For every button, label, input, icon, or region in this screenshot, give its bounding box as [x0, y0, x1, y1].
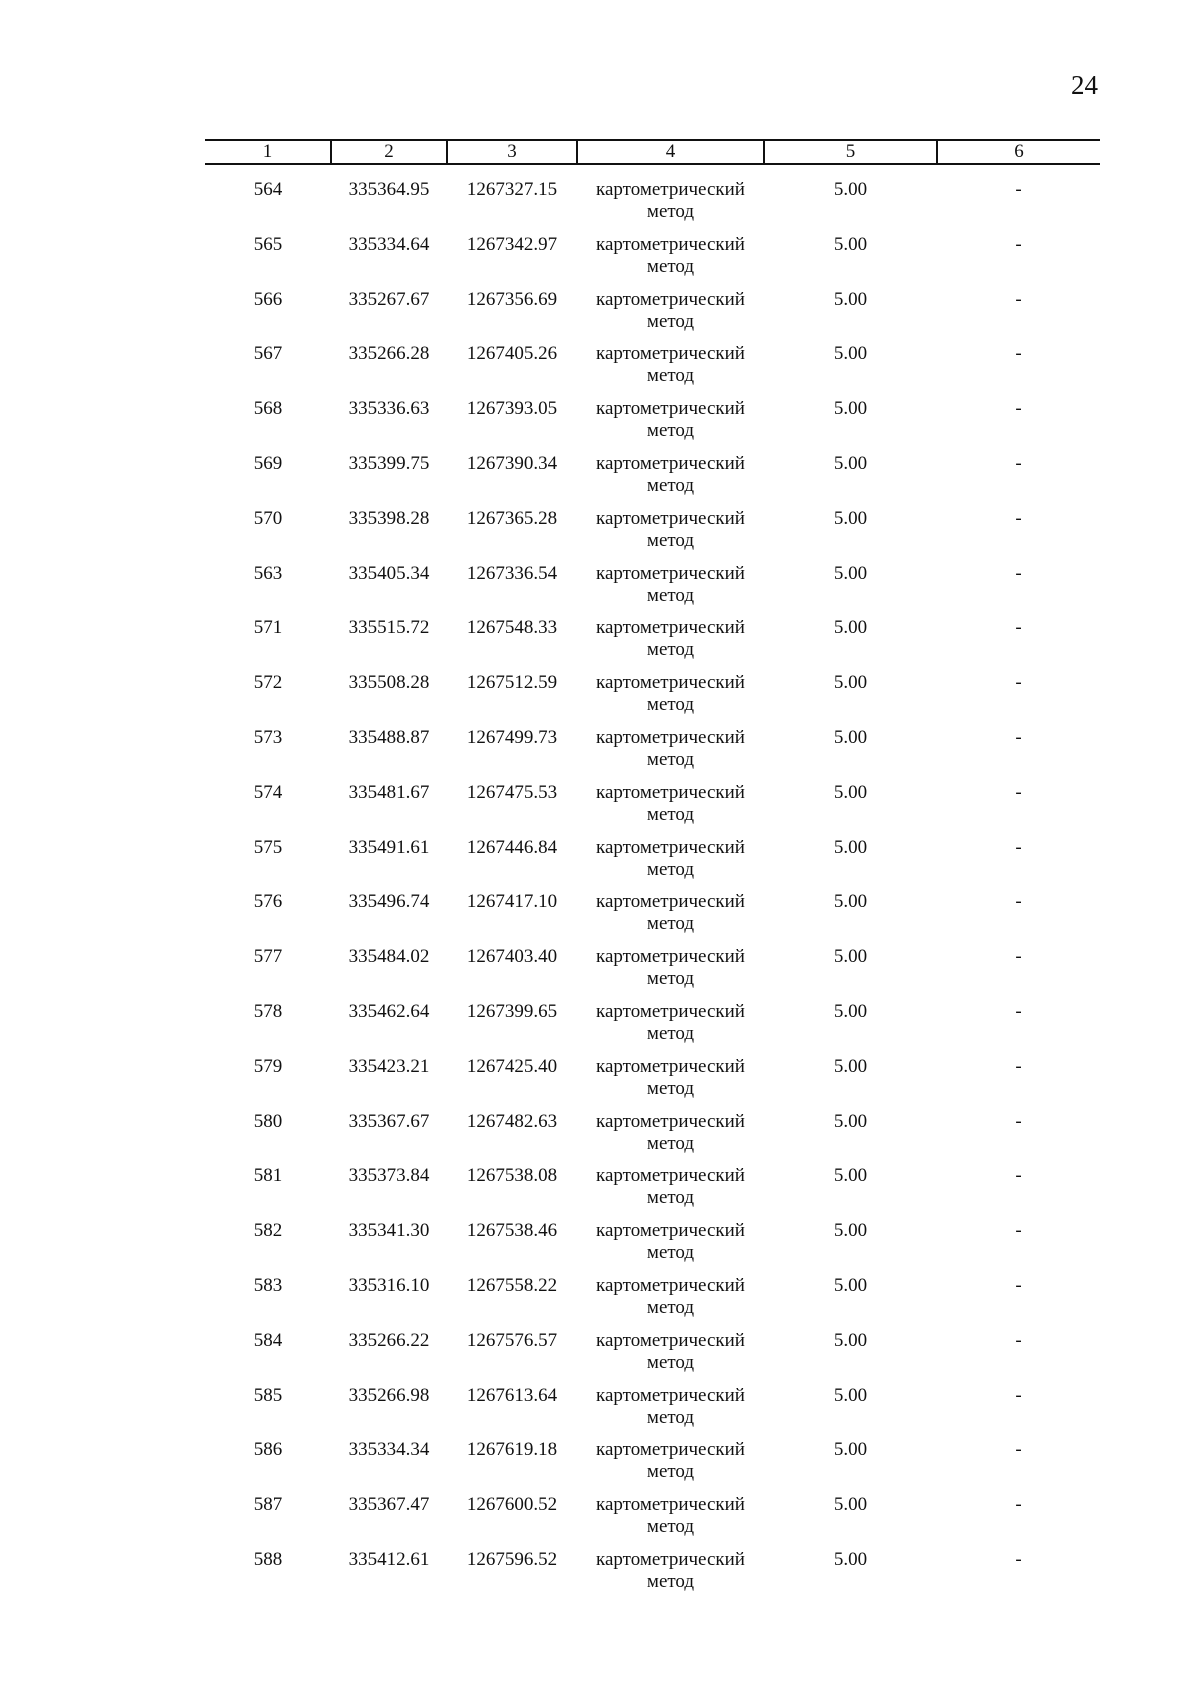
table-row	[205, 782, 1100, 837]
method-line-2: метод	[646, 1077, 695, 1099]
x-coordinate-cell: 335481.67	[348, 781, 430, 803]
note-cell: -	[1015, 946, 1022, 968]
method-line-1: картометрический	[596, 562, 745, 584]
x-coordinate-cell: 335515.72	[348, 617, 430, 639]
y-coordinate-cell: 1267499.73	[466, 726, 558, 748]
x-coordinate-cell: 335484.02	[348, 946, 430, 968]
y-coordinate-cell: 1267619.18	[466, 1439, 558, 1461]
method-line-1: картометрический	[596, 672, 745, 694]
x-coordinate-cell: 335399.75	[348, 452, 430, 474]
note-cell: -	[1015, 562, 1022, 584]
method-cell	[577, 508, 764, 563]
method-line-1: картометрический	[596, 179, 745, 200]
point-number-cell: 572	[253, 672, 283, 694]
y-coordinate-cell: 1267425.40	[466, 1055, 558, 1077]
accuracy-cell: 5.00	[833, 1220, 868, 1242]
note-cell: -	[1015, 507, 1022, 529]
table-row	[205, 672, 1100, 727]
x-coordinate-cell: 335373.84	[348, 1165, 430, 1187]
accuracy-cell: 5.00	[833, 343, 868, 365]
table-row	[205, 1385, 1100, 1440]
note-cell: -	[1015, 1165, 1022, 1187]
method-cell	[577, 837, 764, 892]
point-number-cell: 573	[253, 726, 283, 748]
point-number-cell: 575	[253, 836, 283, 858]
y-coordinate-cell: 1267538.08	[466, 1165, 558, 1187]
y-coordinate-cell: 1267558.22	[466, 1274, 558, 1296]
header-col-3: 3	[447, 140, 577, 164]
point-number-cell: 581	[253, 1165, 283, 1187]
method-line-1: картометрический	[596, 726, 745, 748]
accuracy-cell: 5.00	[833, 562, 868, 584]
method-line-2: метод	[646, 913, 695, 935]
method-line-1: картометрический	[596, 946, 745, 968]
page-number: 24	[1071, 70, 1098, 100]
accuracy-cell: 5.00	[833, 726, 868, 748]
method-line-1: картометрический	[596, 288, 745, 310]
method-line-2: метод	[646, 1570, 695, 1592]
x-coordinate-cell: 335508.28	[348, 672, 430, 694]
x-coordinate-cell: 335266.98	[348, 1384, 430, 1406]
header-col-2: 2	[331, 140, 447, 164]
note-cell: -	[1015, 452, 1022, 474]
table-row	[205, 453, 1100, 508]
y-coordinate-cell: 1267538.46	[466, 1220, 558, 1242]
method-cell	[577, 1494, 764, 1549]
accuracy-cell: 5.00	[833, 1548, 868, 1570]
y-coordinate-cell: 1267390.34	[466, 452, 558, 474]
method-line-1: картометрический	[596, 781, 745, 803]
table-row	[205, 617, 1100, 672]
accuracy-cell: 5.00	[833, 946, 868, 968]
method-line-2: метод	[646, 1022, 695, 1044]
x-coordinate-cell: 335341.30	[348, 1220, 430, 1242]
x-coordinate-cell: 335367.67	[348, 1110, 430, 1132]
method-line-1: картометрический	[596, 343, 745, 365]
accuracy-cell: 5.00	[833, 1055, 868, 1077]
y-coordinate-cell: 1267600.52	[466, 1494, 558, 1516]
method-line-1: картометрический	[596, 891, 745, 913]
method-line-2: метод	[646, 1351, 695, 1373]
coordinates-table	[205, 139, 1100, 1604]
table-row	[205, 837, 1100, 892]
method-line-1: картометрический	[596, 1329, 745, 1351]
method-line-2: метод	[646, 255, 695, 277]
accuracy-cell: 5.00	[833, 836, 868, 858]
method-line-1: картометрический	[596, 1384, 745, 1406]
method-line-2: метод	[646, 1187, 695, 1209]
table-row	[205, 234, 1100, 289]
method-cell	[577, 782, 764, 837]
point-number-cell: 578	[253, 1000, 283, 1022]
method-cell	[577, 1001, 764, 1056]
table-row	[205, 508, 1100, 563]
x-coordinate-cell: 335336.63	[348, 398, 430, 420]
table-row	[205, 343, 1100, 398]
accuracy-cell: 5.00	[833, 1110, 868, 1132]
point-number-cell: 585	[253, 1384, 283, 1406]
note-cell: -	[1015, 288, 1022, 310]
point-number-cell: 568	[253, 398, 283, 420]
point-number-cell: 586	[253, 1439, 283, 1461]
note-cell: -	[1015, 343, 1022, 365]
accuracy-cell: 5.00	[833, 179, 868, 200]
table-row	[205, 1549, 1100, 1604]
point-number-cell: 587	[253, 1494, 283, 1516]
y-coordinate-cell: 1267475.53	[466, 781, 558, 803]
header-col-1: 1	[205, 140, 331, 164]
accuracy-cell: 5.00	[833, 1439, 868, 1461]
method-cell	[577, 343, 764, 398]
accuracy-cell: 5.00	[833, 781, 868, 803]
y-coordinate-cell: 1267548.33	[466, 617, 558, 639]
x-coordinate-cell: 335316.10	[348, 1274, 430, 1296]
y-coordinate-cell: 1267327.15	[466, 179, 558, 200]
method-line-1: картометрический	[596, 617, 745, 639]
table-row	[205, 891, 1100, 946]
point-number-cell: 564	[253, 179, 283, 200]
method-cell	[577, 234, 764, 289]
accuracy-cell: 5.00	[833, 507, 868, 529]
x-coordinate-cell: 335491.61	[348, 836, 430, 858]
table-row	[205, 1056, 1100, 1111]
method-cell	[577, 1111, 764, 1166]
x-coordinate-cell: 335267.67	[348, 288, 430, 310]
point-number-cell: 574	[253, 781, 283, 803]
y-coordinate-cell: 1267365.28	[466, 507, 558, 529]
point-number-cell: 588	[253, 1548, 283, 1570]
method-cell	[577, 453, 764, 508]
note-cell: -	[1015, 233, 1022, 255]
note-cell: -	[1015, 617, 1022, 639]
point-number-cell: 565	[253, 233, 283, 255]
table-row	[205, 946, 1100, 1001]
table-row	[205, 1494, 1100, 1549]
point-number-cell: 576	[253, 891, 283, 913]
table-row	[205, 1111, 1100, 1166]
point-number-cell: 570	[253, 507, 283, 529]
x-coordinate-cell: 335405.34	[348, 562, 430, 584]
point-number-cell: 584	[253, 1329, 283, 1351]
note-cell: -	[1015, 726, 1022, 748]
note-cell: -	[1015, 891, 1022, 913]
method-cell	[577, 164, 764, 234]
method-cell	[577, 1330, 764, 1385]
method-line-1: картометрический	[596, 1000, 745, 1022]
accuracy-cell: 5.00	[833, 233, 868, 255]
header-col-5: 5	[764, 140, 937, 164]
note-cell: -	[1015, 398, 1022, 420]
method-cell	[577, 1056, 764, 1111]
method-cell	[577, 891, 764, 946]
method-line-2: метод	[646, 529, 695, 551]
x-coordinate-cell: 335334.64	[348, 233, 430, 255]
table-row	[205, 164, 1100, 234]
method-cell	[577, 672, 764, 727]
method-line-2: метод	[646, 803, 695, 825]
y-coordinate-cell: 1267356.69	[466, 288, 558, 310]
table-header	[205, 140, 1100, 164]
point-number-cell: 567	[253, 343, 283, 365]
method-line-1: картометрический	[596, 836, 745, 858]
point-number-cell: 563	[253, 562, 283, 584]
method-line-1: картометрический	[596, 398, 745, 420]
y-coordinate-cell: 1267417.10	[466, 891, 558, 913]
note-cell: -	[1015, 1384, 1022, 1406]
note-cell: -	[1015, 672, 1022, 694]
method-line-1: картометрический	[596, 452, 745, 474]
x-coordinate-cell: 335412.61	[348, 1548, 430, 1570]
x-coordinate-cell: 335266.22	[348, 1329, 430, 1351]
x-coordinate-cell: 335462.64	[348, 1000, 430, 1022]
method-line-1: картометрический	[596, 1110, 745, 1132]
y-coordinate-cell: 1267403.40	[466, 946, 558, 968]
method-line-1: картометрический	[596, 1274, 745, 1296]
accuracy-cell: 5.00	[833, 1165, 868, 1187]
method-line-2: метод	[646, 1461, 695, 1483]
accuracy-cell: 5.00	[833, 617, 868, 639]
method-line-1: картометрический	[596, 1055, 745, 1077]
table-row	[205, 563, 1100, 618]
accuracy-cell: 5.00	[833, 288, 868, 310]
accuracy-cell: 5.00	[833, 452, 868, 474]
note-cell: -	[1015, 1274, 1022, 1296]
y-coordinate-cell: 1267336.54	[466, 562, 558, 584]
method-line-2: метод	[646, 968, 695, 990]
method-line-1: картометрический	[596, 1548, 745, 1570]
method-cell	[577, 1165, 764, 1220]
method-line-1: картометрический	[596, 1494, 745, 1516]
x-coordinate-cell: 335423.21	[348, 1055, 430, 1077]
x-coordinate-cell: 335266.28	[348, 343, 430, 365]
y-coordinate-cell: 1267596.52	[466, 1548, 558, 1570]
point-number-cell: 566	[253, 288, 283, 310]
accuracy-cell: 5.00	[833, 672, 868, 694]
accuracy-cell: 5.00	[833, 891, 868, 913]
note-cell: -	[1015, 1000, 1022, 1022]
x-coordinate-cell: 335398.28	[348, 507, 430, 529]
table-row	[205, 1001, 1100, 1056]
table-row	[205, 1275, 1100, 1330]
x-coordinate-cell: 335364.95	[348, 179, 430, 200]
point-number-cell: 577	[253, 946, 283, 968]
method-cell	[577, 946, 764, 1001]
method-line-2: метод	[646, 1242, 695, 1264]
table-row	[205, 1330, 1100, 1385]
accuracy-cell: 5.00	[833, 1000, 868, 1022]
y-coordinate-cell: 1267342.97	[466, 233, 558, 255]
note-cell: -	[1015, 1548, 1022, 1570]
method-cell	[577, 1385, 764, 1440]
method-line-1: картометрический	[596, 1439, 745, 1461]
note-cell: -	[1015, 1494, 1022, 1516]
table-row	[205, 727, 1100, 782]
y-coordinate-cell: 1267482.63	[466, 1110, 558, 1132]
y-coordinate-cell: 1267405.26	[466, 343, 558, 365]
method-cell	[577, 617, 764, 672]
table-row	[205, 289, 1100, 344]
method-line-2: метод	[646, 420, 695, 442]
note-cell: -	[1015, 836, 1022, 858]
y-coordinate-cell: 1267446.84	[466, 836, 558, 858]
point-number-cell: 580	[253, 1110, 283, 1132]
method-cell	[577, 1439, 764, 1494]
x-coordinate-cell: 335367.47	[348, 1494, 430, 1516]
x-coordinate-cell: 335496.74	[348, 891, 430, 913]
accuracy-cell: 5.00	[833, 1329, 868, 1351]
table-body	[205, 164, 1100, 1604]
table-row	[205, 1165, 1100, 1220]
table-row	[205, 1220, 1100, 1275]
point-number-cell: 579	[253, 1055, 283, 1077]
y-coordinate-cell: 1267613.64	[466, 1384, 558, 1406]
method-line-2: метод	[646, 474, 695, 496]
method-line-2: метод	[646, 365, 695, 387]
x-coordinate-cell: 335334.34	[348, 1439, 430, 1461]
method-cell	[577, 289, 764, 344]
method-cell	[577, 1275, 764, 1330]
y-coordinate-cell: 1267393.05	[466, 398, 558, 420]
method-cell	[577, 1549, 764, 1604]
method-line-2: метод	[646, 1296, 695, 1318]
method-line-1: картометрический	[596, 1165, 745, 1187]
note-cell: -	[1015, 1055, 1022, 1077]
note-cell: -	[1015, 1439, 1022, 1461]
note-cell: -	[1015, 1220, 1022, 1242]
method-cell	[577, 1220, 764, 1275]
method-line-2: метод	[646, 1406, 695, 1428]
method-cell	[577, 398, 764, 453]
y-coordinate-cell: 1267399.65	[466, 1000, 558, 1022]
method-line-2: метод	[646, 310, 695, 332]
method-line-2: метод	[646, 584, 695, 606]
table-row	[205, 398, 1100, 453]
point-number-cell: 569	[253, 452, 283, 474]
note-cell: -	[1015, 1329, 1022, 1351]
method-line-2: метод	[646, 694, 695, 716]
note-cell: -	[1015, 179, 1022, 200]
header-col-4: 4	[577, 140, 764, 164]
method-line-1: картометрический	[596, 233, 745, 255]
y-coordinate-cell: 1267512.59	[466, 672, 558, 694]
method-line-1: картометрический	[596, 507, 745, 529]
accuracy-cell: 5.00	[833, 1274, 868, 1296]
header-row	[205, 140, 1100, 164]
method-line-2: метод	[646, 858, 695, 880]
accuracy-cell: 5.00	[833, 1384, 868, 1406]
accuracy-cell: 5.00	[833, 1494, 868, 1516]
point-number-cell: 583	[253, 1274, 283, 1296]
x-coordinate-cell: 335488.87	[348, 726, 430, 748]
method-line-1: картометрический	[596, 1220, 745, 1242]
table-row	[205, 1439, 1100, 1494]
point-number-cell: 582	[253, 1220, 283, 1242]
note-cell: -	[1015, 1110, 1022, 1132]
header-col-6: 6	[937, 140, 1100, 164]
y-coordinate-cell: 1267576.57	[466, 1329, 558, 1351]
method-line-2: метод	[646, 1516, 695, 1538]
method-line-2: метод	[646, 1132, 695, 1154]
method-line-2: метод	[646, 639, 695, 661]
method-line-2: метод	[646, 748, 695, 770]
method-line-2: метод	[646, 201, 695, 222]
method-cell	[577, 563, 764, 618]
method-cell	[577, 727, 764, 782]
point-number-cell: 571	[253, 617, 283, 639]
note-cell: -	[1015, 781, 1022, 803]
accuracy-cell: 5.00	[833, 398, 868, 420]
